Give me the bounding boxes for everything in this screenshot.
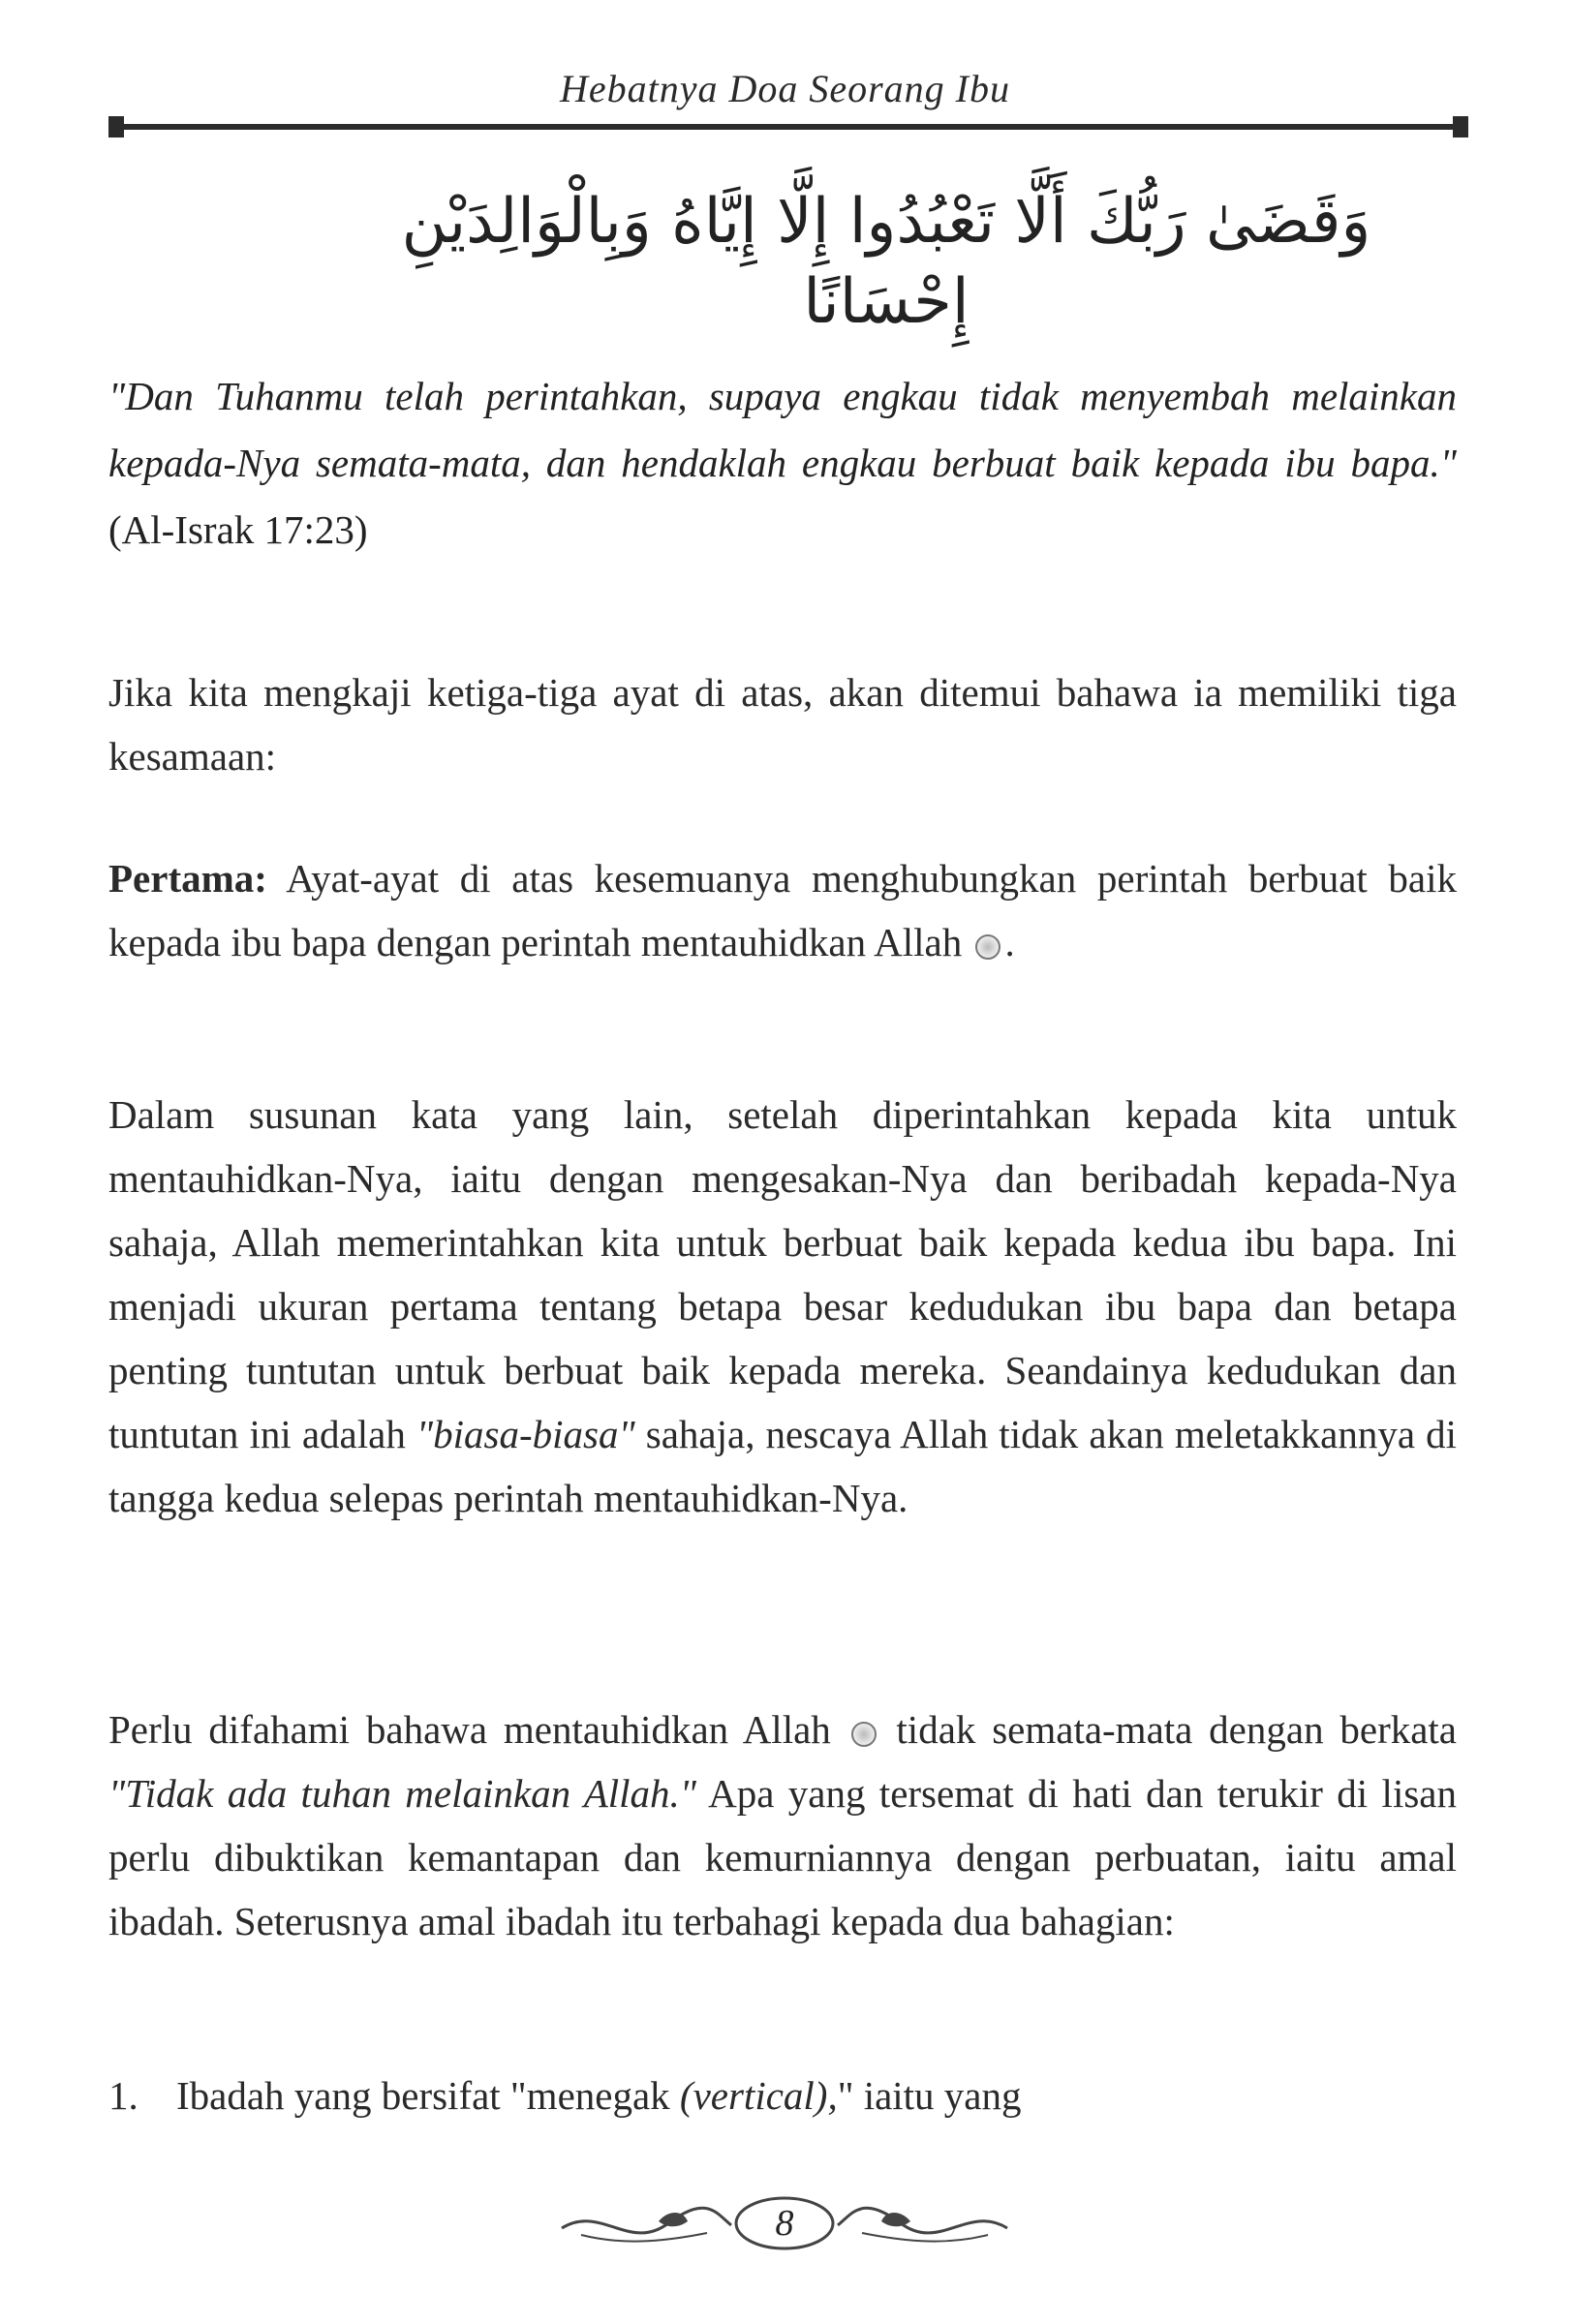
paragraph-dalam-susunan — [108, 1083, 1457, 1530]
list-item-text-b: " iaitu yang — [837, 2073, 1022, 2118]
paragraph-3-text-a: Dalam susunan kata yang lain, setelah diperintahkan kepada kita untuk mentauhidkan-Nya, iaitu dengan mengesakan-Nya dan beribadah kepada-Nya sahaja, Allah memerintahkan kita untuk berbuat baik kepada kedua ibu bapa. Ini menjadi ukuran pertama tentang betapa besar kedudukan ibu bapa dan betapa penting tuntutan untuk berbuat baik kepada mereka. Seandainya kedudukan dan tuntutan ini adalah — [108, 1092, 1457, 1456]
page-number: 8 — [775, 2203, 794, 2244]
list-item-text-a: Ibadah yang bersifat "menegak — [176, 2073, 680, 2118]
paragraph-pertama — [108, 846, 1457, 974]
paragraph-4-italic: "Tidak ada tuhan melainkan Allah." — [108, 1771, 696, 1816]
paragraph-perlu-difahami — [108, 1697, 1457, 1953]
header-rule — [114, 124, 1462, 130]
paragraph-intro: Jika kita mengkaji ketiga-tiga ayat di atas, akan ditemui bahawa ia memiliki tiga kesamaan: — [108, 670, 1457, 779]
paragraph-4-text-c: Apa yang tersemat di hati dan terukir di lisan perlu dibuktikan kemantapan dan kemurniannya dengan perbuatan, iaitu amal ibadah. Seterusnya amal ibadah itu terbahagi kepada dua bahagian: — [108, 1771, 1457, 1943]
quran-verse-arabic: وَقَضَىٰ رَبُّكَ أَلَّا تَعْبُدُوا إِلَّا إِيَّاهُ وَبِالْوَالِدَيْنِ إِحْسَانًا — [401, 186, 1371, 339]
honorific-icon — [975, 934, 1000, 960]
paragraph-pertama-text: Ayat-ayat di atas kesemuanya menghubungkan perintah berbuat baik kepada ibu bapa dengan perintah mentauhidkan Allah — [108, 856, 1457, 964]
honorific-icon — [851, 1722, 877, 1747]
paragraph-4-text-b: tidak semata-mata dengan berkata — [879, 1707, 1458, 1752]
paragraph-label-pertama: Pertama: — [108, 856, 267, 901]
verse-translation-text: "Dan Tuhanmu telah perintahkan, supaya engkau tidak menyembah melainkan kepada-Nya semata-mata, dan hendaklah engkau berbuat baik kepada ibu bapa." — [108, 374, 1457, 485]
header-rule-right-cap — [1453, 116, 1468, 138]
paragraph-3-italic: "biasa-biasa" — [416, 1412, 635, 1456]
verse-translation — [108, 363, 1457, 564]
list-number: 1. — [108, 2073, 139, 2118]
running-title: Hebatnya Doa Seorang Ibu — [559, 67, 1011, 110]
paragraph-pertama-end: . — [1004, 920, 1015, 964]
paragraph-3-text-b: sahaja, nescaya Allah tidak akan meletakkannya di tangga kedua selepas perintah mentauhidkan-Nya. — [108, 1412, 1457, 1520]
paragraph-4-text-a: Perlu difahami bahawa mentauhidkan Allah — [108, 1707, 831, 1752]
list-item-1 — [108, 2064, 1457, 2127]
list-item-italic: (vertical), — [679, 2073, 838, 2118]
verse-reference: (Al-Israk 17:23) — [108, 507, 368, 552]
